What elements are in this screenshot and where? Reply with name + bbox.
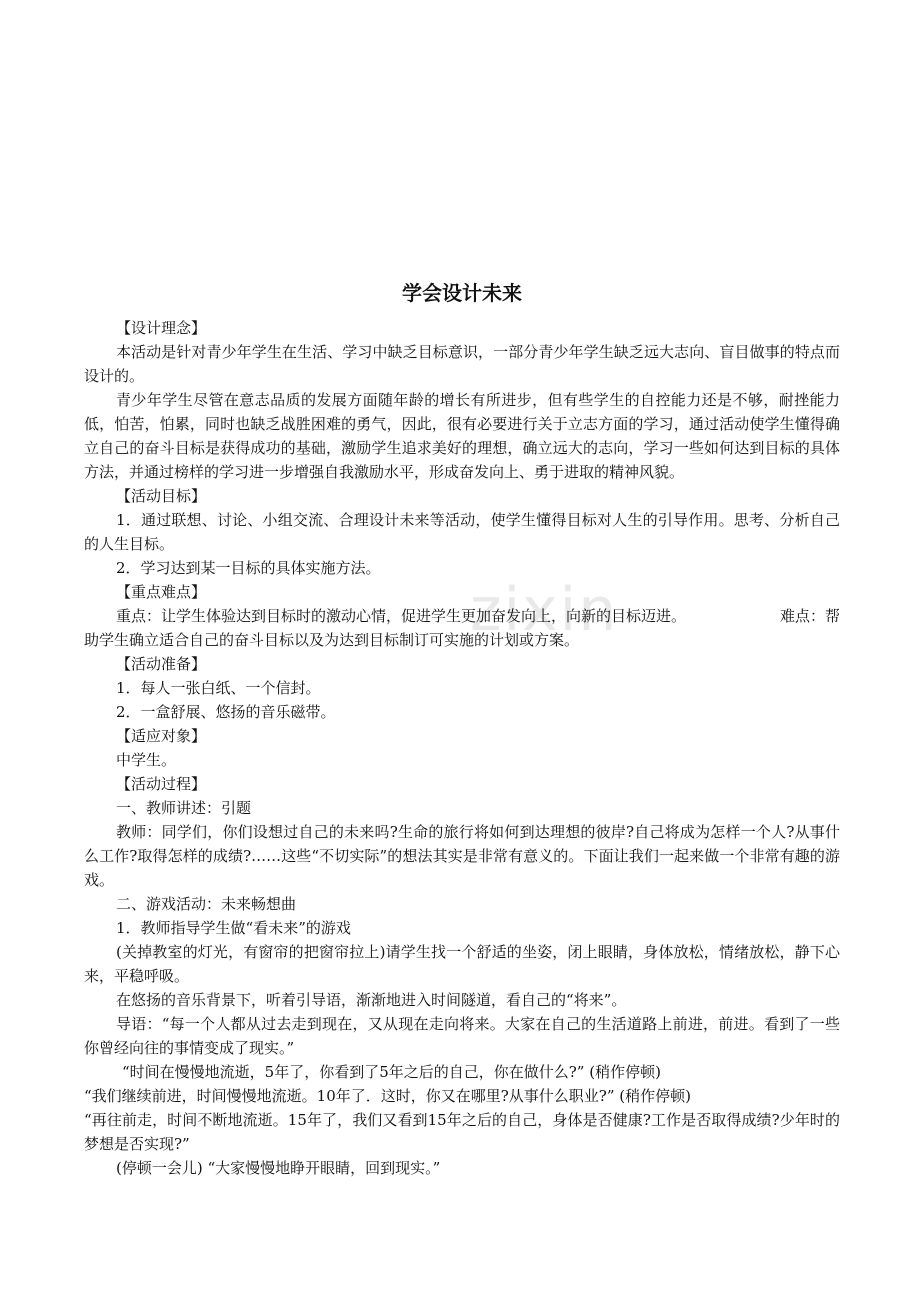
list-item: 1．通过联想、讨论、小组交流、合理设计未来等活动，使学生懂得目标对人生的引导作用。思考、分析自己的人生目标。 bbox=[84, 511, 840, 553]
paragraph: 本活动是针对青少年学生在生活、学习中缺乏目标意识，一部分青少年学生缺乏远大志向、盲目做事的特点而设计的。 bbox=[84, 343, 840, 385]
section-heading-activity-goals: 【活动目标】 bbox=[116, 487, 207, 505]
quote-line: “再往前走，时间不断地流逝。15年了，我们又看到15年之后的自己，身体是否健康?工作是否取得成绩?少年时的梦想是否实现?” bbox=[84, 1111, 840, 1153]
paragraph: (关掉教室的灯光，有窗帘的把窗帘拉上)请学生找一个舒适的坐姿，闭上眼睛，身体放松，情绪放松，静下心来，平稳呼吸。 bbox=[84, 943, 840, 985]
paragraph: 青少年学生尽管在意志品质的发展方面随年龄的增长有所进步，但有些学生的自控能力还是不够，耐挫能力低，怕苦，怕累，同时也缺乏战胜困难的勇气，因此，很有必要进行关于立志方面的学习，通过活动使学生懂得确立自己的奋斗目标是获得成功的基础，激励学生追求美好的理想，确立远大的志向，学习一些如何达到目标的具体方法，并通过榜样的学习进一步增强自我激励水平，形成奋发向上、勇于进取的精神风貌。 bbox=[84, 391, 840, 481]
list-item: 2．一盒舒展、悠扬的音乐磁带。 bbox=[116, 703, 336, 721]
section-heading-key-points: 【重点难点】 bbox=[116, 583, 207, 601]
list-item: 1．每人一张白纸、一个信封。 bbox=[116, 679, 321, 697]
paragraph: 在悠扬的音乐背景下，听着引导语，渐渐地进入时间隧道，看自己的“将来”。 bbox=[116, 991, 627, 1009]
watermark: zixin bbox=[470, 575, 619, 645]
list-item: 1．教师指导学生做“看未来”的游戏 bbox=[116, 919, 351, 937]
section-heading-audience: 【适应对象】 bbox=[116, 727, 207, 745]
subheading: 一、教师讲述：引题 bbox=[116, 799, 252, 817]
document-title: 学会设计未来 bbox=[402, 281, 522, 305]
quote-line: “我们继续前进，时间慢慢地流逝。10年了．这时，你又在哪里?从事什么职业?” (稍作停顿) bbox=[84, 1087, 691, 1105]
paragraph: 教师：同学们，你们设想过自己的未来吗?生命的旅行将如何到达理想的彼岸?自己将成为怎样一个人?从事什么工作?取得怎样的成绩?……这些“不切实际”的想法其实是非常有意义的。下面让我们一起来做一个非常有趣的游戏。 bbox=[84, 823, 840, 889]
difficulty-label: 难点：帮 bbox=[779, 607, 840, 625]
key-points-line bbox=[84, 604, 840, 628]
section-heading-process: 【活动过程】 bbox=[116, 775, 207, 793]
paragraph: 导语：“每一个人都从过去走到现在，又从现在走向将来。大家在自己的生活道路上前进，前进。看到了一些你曾经向往的事情变成了现实。” bbox=[84, 1015, 840, 1057]
section-heading-design-concept: 【设计理念】 bbox=[116, 319, 207, 337]
paragraph: 助学生确立适合自己的奋斗目标以及为达到目标制订可实施的计划或方案。 bbox=[84, 631, 580, 649]
paragraph: 中学生。 bbox=[116, 751, 177, 769]
key-point-text: 重点：让学生体验达到目标时的激动心情，促进学生更加奋发向上，向新的目标迈进。 bbox=[116, 607, 687, 625]
list-item: 2．学习达到某一目标的具体实施方法。 bbox=[116, 559, 381, 577]
quote-line: “时间在慢慢地流逝，5年了，你看到了5年之后的自己，你在做什么?” (稍作停顿) bbox=[122, 1063, 661, 1081]
document-body bbox=[84, 278, 840, 1180]
subheading: 二、游戏活动：未来畅想曲 bbox=[116, 895, 297, 913]
section-heading-preparation: 【活动准备】 bbox=[116, 655, 207, 673]
quote-line: (停顿一会儿) “大家慢慢地睁开眼睛，回到现实。” bbox=[116, 1159, 441, 1177]
